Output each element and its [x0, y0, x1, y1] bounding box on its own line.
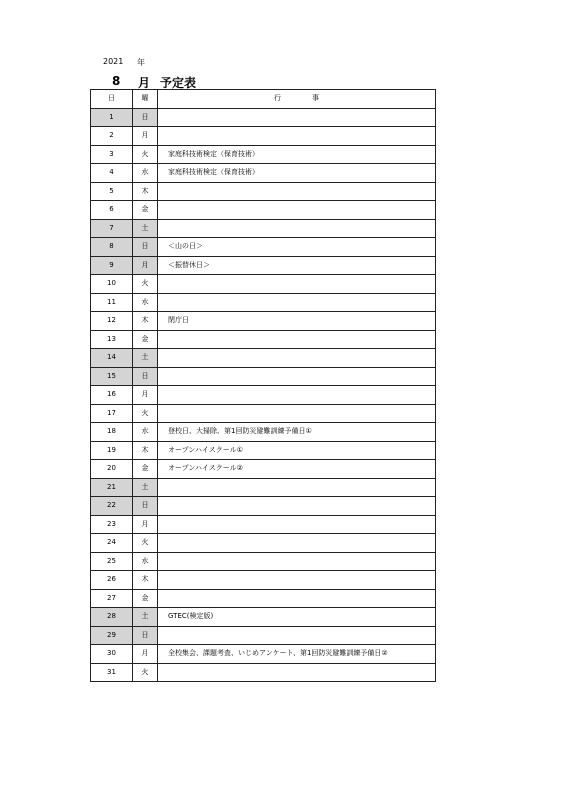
- table-row: [91, 219, 436, 238]
- event-cell: [158, 275, 436, 294]
- weekday-cell: 木: [133, 312, 158, 331]
- table-row: [91, 460, 436, 479]
- day-cell: 16: [91, 386, 133, 405]
- weekday-cell: 月: [133, 256, 158, 275]
- event-cell: [158, 330, 436, 349]
- event-cell: [158, 127, 436, 146]
- page-title: 予定表: [160, 76, 197, 90]
- weekday-cell: 土: [133, 219, 158, 238]
- day-cell: 1: [91, 108, 133, 127]
- weekday-cell: 日: [133, 108, 158, 127]
- event-cell: [158, 404, 436, 423]
- event-cell: [158, 182, 436, 201]
- table-row: [91, 275, 436, 294]
- table-row: [91, 182, 436, 201]
- table-row: [91, 441, 436, 460]
- day-cell: 4: [91, 164, 133, 183]
- day-cell: 13: [91, 330, 133, 349]
- table-row: [91, 127, 436, 146]
- weekday-cell: 日: [133, 367, 158, 386]
- weekday-cell: 日: [133, 626, 158, 645]
- year-value: 2021: [103, 57, 124, 66]
- weekday-cell: 日: [133, 238, 158, 257]
- weekday-cell: 日: [133, 497, 158, 516]
- weekday-cell: 木: [133, 182, 158, 201]
- day-cell: 17: [91, 404, 133, 423]
- weekday-cell: 月: [133, 127, 158, 146]
- weekday-cell: 土: [133, 478, 158, 497]
- schedule-table: [90, 89, 436, 682]
- event-cell: GTEC(検定版): [158, 608, 436, 627]
- event-cell: 登校日、大掃除、第1回防災避難訓練予備日①: [158, 423, 436, 442]
- table-row: [91, 626, 436, 645]
- day-cell: 9: [91, 256, 133, 275]
- day-cell: 10: [91, 275, 133, 294]
- day-cell: 26: [91, 571, 133, 590]
- event-cell: [158, 349, 436, 368]
- table-row: [91, 238, 436, 257]
- weekday-cell: 土: [133, 608, 158, 627]
- table-row: [91, 404, 436, 423]
- month-value: 8: [112, 74, 121, 88]
- day-cell: 23: [91, 515, 133, 534]
- day-cell: 28: [91, 608, 133, 627]
- table-row: [91, 108, 436, 127]
- table-row: [91, 478, 436, 497]
- table-row: [91, 349, 436, 368]
- day-cell: 20: [91, 460, 133, 479]
- day-cell: 8: [91, 238, 133, 257]
- event-cell: [158, 552, 436, 571]
- event-cell: オープンハイスクール①: [158, 441, 436, 460]
- day-cell: 15: [91, 367, 133, 386]
- event-cell: [158, 497, 436, 516]
- table-row: [91, 497, 436, 516]
- weekday-cell: 木: [133, 571, 158, 590]
- event-cell: ＜山の日＞: [158, 238, 436, 257]
- header-event-char-1: 行: [274, 94, 281, 103]
- table-row: [91, 330, 436, 349]
- header-event: [158, 90, 436, 109]
- table-row: [91, 367, 436, 386]
- table-row: [91, 515, 436, 534]
- weekday-cell: 火: [133, 145, 158, 164]
- day-cell: 18: [91, 423, 133, 442]
- event-cell: [158, 201, 436, 220]
- day-cell: 19: [91, 441, 133, 460]
- month-unit: 月: [138, 76, 151, 90]
- weekday-cell: 火: [133, 663, 158, 682]
- event-cell: [158, 367, 436, 386]
- table-row: [91, 571, 436, 590]
- table-header-row: [91, 90, 436, 109]
- event-cell: [158, 571, 436, 590]
- event-cell: [158, 219, 436, 238]
- year-line: [0, 55, 565, 69]
- weekday-cell: 金: [133, 589, 158, 608]
- day-cell: 29: [91, 626, 133, 645]
- day-cell: 14: [91, 349, 133, 368]
- table-row: [91, 201, 436, 220]
- event-cell: [158, 478, 436, 497]
- table-row: [91, 164, 436, 183]
- table-row: [91, 663, 436, 682]
- day-cell: 12: [91, 312, 133, 331]
- day-cell: 22: [91, 497, 133, 516]
- year-unit: 年: [137, 58, 145, 67]
- event-cell: 閉庁日: [158, 312, 436, 331]
- weekday-cell: 水: [133, 552, 158, 571]
- schedule-body: [91, 108, 436, 682]
- day-cell: 30: [91, 645, 133, 664]
- weekday-cell: 月: [133, 515, 158, 534]
- day-cell: 7: [91, 219, 133, 238]
- day-cell: 3: [91, 145, 133, 164]
- weekday-cell: 火: [133, 534, 158, 553]
- event-cell: [158, 515, 436, 534]
- day-cell: 5: [91, 182, 133, 201]
- event-cell: 家庭科技術検定（保育技術）: [158, 164, 436, 183]
- day-cell: 6: [91, 201, 133, 220]
- table-row: [91, 145, 436, 164]
- header-day: 日: [91, 90, 133, 109]
- weekday-cell: 土: [133, 349, 158, 368]
- event-cell: [158, 293, 436, 312]
- header-dow: 曜: [133, 90, 158, 109]
- event-cell: 家庭科技術検定（保育技術）: [158, 145, 436, 164]
- weekday-cell: 火: [133, 404, 158, 423]
- weekday-cell: 火: [133, 275, 158, 294]
- header-event-char-2: 事: [312, 94, 319, 103]
- event-cell: [158, 589, 436, 608]
- table-row: [91, 534, 436, 553]
- day-cell: 31: [91, 663, 133, 682]
- event-cell: [158, 663, 436, 682]
- day-cell: 11: [91, 293, 133, 312]
- weekday-cell: 金: [133, 460, 158, 479]
- table-row: [91, 552, 436, 571]
- weekday-cell: 金: [133, 330, 158, 349]
- weekday-cell: 金: [133, 201, 158, 220]
- event-cell: [158, 626, 436, 645]
- table-row: [91, 386, 436, 405]
- table-row: [91, 645, 436, 664]
- day-cell: 25: [91, 552, 133, 571]
- table-row: [91, 256, 436, 275]
- day-cell: 24: [91, 534, 133, 553]
- table-row: [91, 589, 436, 608]
- day-cell: 27: [91, 589, 133, 608]
- weekday-cell: 水: [133, 293, 158, 312]
- table-row: [91, 312, 436, 331]
- table-row: [91, 293, 436, 312]
- day-cell: 2: [91, 127, 133, 146]
- table-row: [91, 423, 436, 442]
- weekday-cell: 月: [133, 386, 158, 405]
- event-cell: [158, 534, 436, 553]
- event-cell: [158, 386, 436, 405]
- title-line: [0, 70, 565, 90]
- event-cell: 全校集会、課題考査、いじめアンケート、第1回防災避難訓練予備日②: [158, 645, 436, 664]
- weekday-cell: 水: [133, 164, 158, 183]
- table-row: [91, 608, 436, 627]
- event-cell: オープンハイスクール②: [158, 460, 436, 479]
- weekday-cell: 月: [133, 645, 158, 664]
- weekday-cell: 水: [133, 423, 158, 442]
- day-cell: 21: [91, 478, 133, 497]
- weekday-cell: 木: [133, 441, 158, 460]
- event-cell: ＜振替休日＞: [158, 256, 436, 275]
- event-cell: [158, 108, 436, 127]
